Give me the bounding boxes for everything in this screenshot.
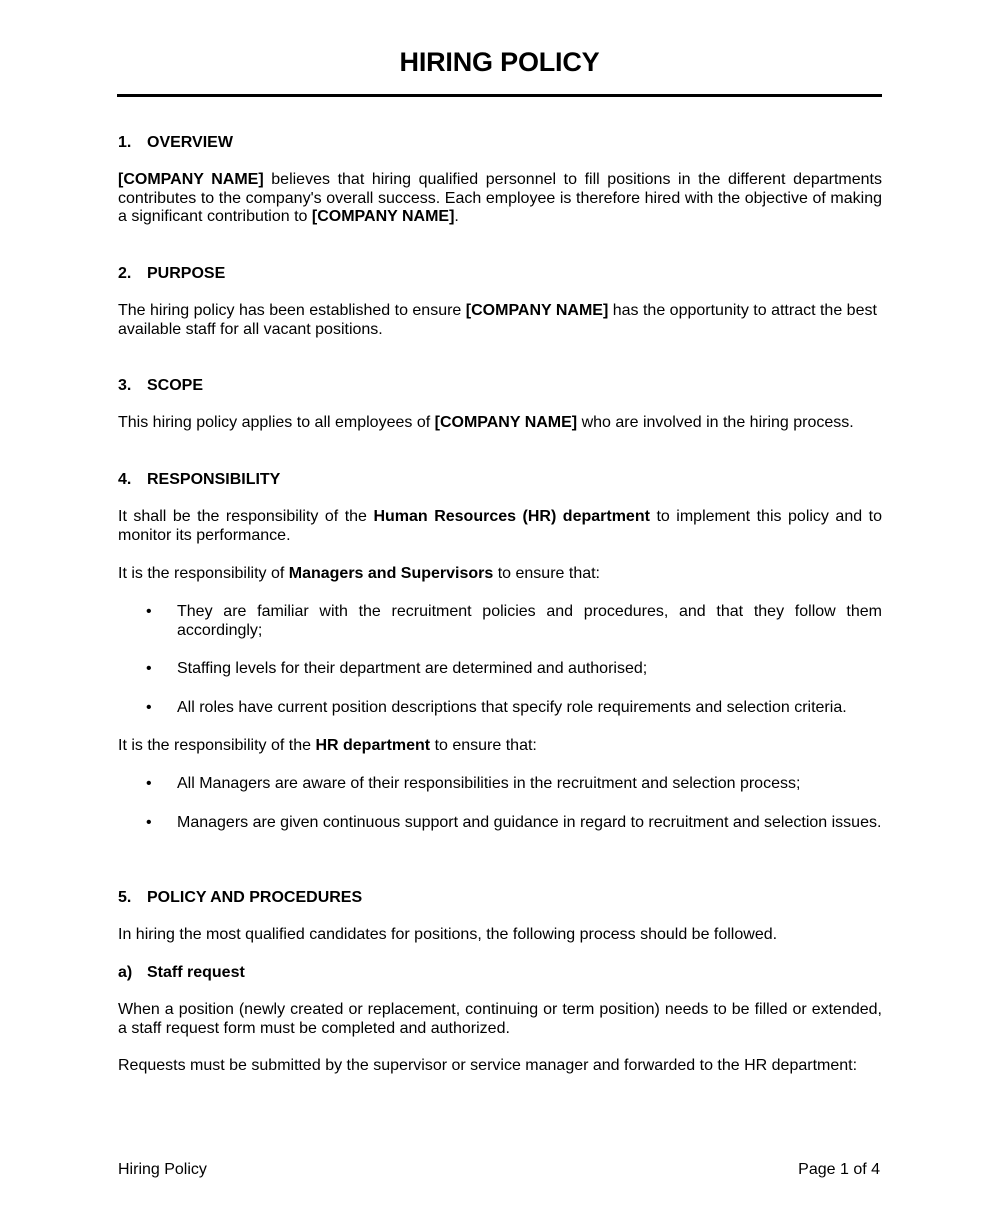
section-title: OVERVIEW	[147, 134, 233, 151]
list-item: They are familiar with the recruitment policies and procedures, and that they follow them accordingly;	[177, 603, 882, 639]
requests-paragraph: Requests must be submitted by the supervisor or service manager and forwarded to the HR department:	[118, 1057, 858, 1074]
paragraph-text: to ensure that:	[493, 565, 600, 582]
company-name-placeholder: [COMPANY NAME]	[434, 414, 578, 431]
purpose-paragraph	[118, 302, 882, 339]
section-heading-purpose	[118, 264, 225, 284]
paragraph-text: It shall be the responsibility of the	[118, 508, 374, 525]
list-item: All Managers are aware of their responsibilities in the recruitment and selection process;	[177, 775, 801, 792]
list-item: Managers are given continuous support and guidance in regard to recruitment and selection issues.	[177, 814, 882, 831]
responsibility-managers-intro	[118, 565, 882, 584]
staff-request-paragraph: When a position (newly created or replacement, continuing or term position) needs to be filled or extended, a staff request form must be completed and authorized.	[118, 1001, 882, 1037]
section-heading-policy	[118, 888, 362, 908]
bullet-point: •	[146, 660, 152, 677]
paragraph-text: who are involved in the hiring process.	[577, 414, 854, 431]
paragraph-text: The hiring policy has been established to ensure	[118, 302, 466, 319]
emphasis-text: HR department	[315, 737, 431, 754]
scope-paragraph	[118, 414, 882, 433]
subsection-label: a)	[118, 964, 133, 981]
bullet-point: •	[146, 814, 152, 831]
section-number: 1.	[118, 134, 132, 151]
subsection-heading-staff-request	[118, 963, 245, 983]
bullet-point: •	[146, 775, 152, 792]
company-name-placeholder: [COMPANY NAME]	[311, 208, 455, 225]
subsection-title: Staff request	[147, 964, 245, 981]
section-number: 3.	[118, 377, 132, 394]
paragraph-text: It is the responsibility of the	[118, 737, 316, 754]
paragraph-text: believes that hiring qualified personnel to fill positions in the different departments contributes to the company's overall success. Each employee is therefore hired with the objective of making a significant contribution to	[118, 171, 883, 225]
emphasis-text: Human Resources (HR) department	[373, 508, 650, 525]
document-title: HIRING POLICY	[399, 47, 600, 77]
paragraph-text: to implement this policy and to monitor its performance.	[118, 508, 882, 544]
section-number: 4.	[118, 471, 132, 488]
paragraph-text: has the opportunity to attract the best available staff for all vacant positions.	[118, 302, 877, 338]
responsibility-hr-paragraph	[118, 508, 882, 545]
section-title: PURPOSE	[147, 265, 226, 282]
title-divider	[117, 94, 882, 97]
paragraph-end: .	[454, 208, 459, 225]
footer-document-name: Hiring Policy	[118, 1161, 207, 1178]
list-item: Staffing levels for their department are determined and authorised;	[177, 660, 648, 677]
section-number: 2.	[118, 265, 132, 282]
section-heading-responsibility	[118, 470, 280, 490]
emphasis-text: Managers and Supervisors	[288, 565, 494, 582]
bullet-point: •	[146, 603, 152, 620]
paragraph-text: It is the responsibility of	[118, 565, 289, 582]
footer-page-number: Page 1 of 4	[798, 1161, 880, 1178]
paragraph-text: to ensure that:	[430, 737, 537, 754]
section-title: RESPONSIBILITY	[147, 471, 281, 488]
company-name-placeholder: [COMPANY NAME]	[118, 171, 264, 188]
overview-paragraph	[118, 171, 882, 227]
bullet-point: •	[146, 699, 152, 716]
paragraph-text: This hiring policy applies to all employees of	[118, 414, 435, 431]
section-number: 5.	[118, 889, 132, 906]
policy-intro-paragraph: In hiring the most qualified candidates for positions, the following process should be followed.	[118, 926, 778, 943]
responsibility-hr-intro	[118, 737, 882, 756]
list-item: All roles have current position descriptions that specify role requirements and selection criteria.	[177, 699, 847, 716]
section-title: SCOPE	[147, 377, 204, 394]
section-heading-scope	[118, 376, 203, 396]
section-title: POLICY AND PROCEDURES	[147, 889, 363, 906]
section-heading-overview	[118, 133, 233, 153]
company-name-placeholder: [COMPANY NAME]	[465, 302, 609, 319]
